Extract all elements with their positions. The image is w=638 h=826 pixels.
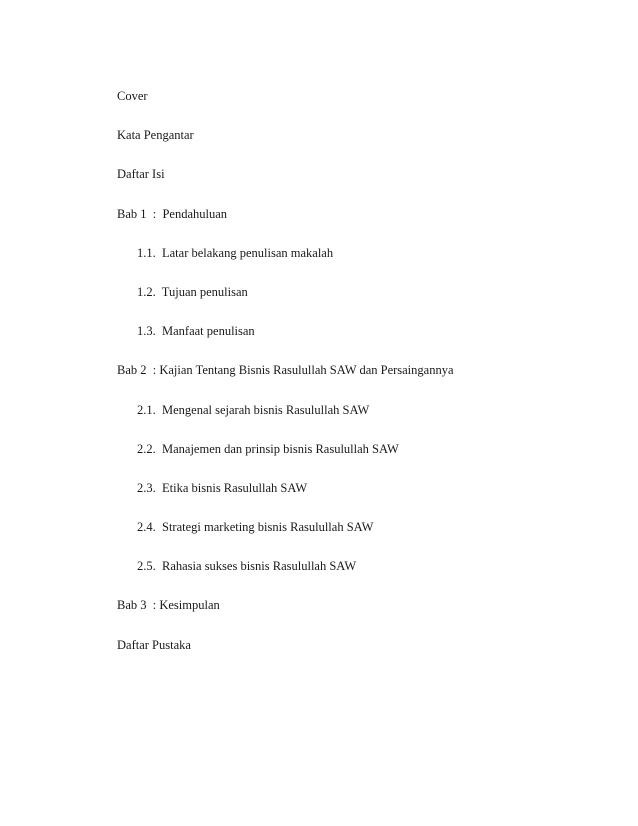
toc-entry-2-3: 2.3. Etika bisnis Rasulullah SAW: [137, 480, 308, 495]
toc-entry-daftar-isi: Daftar Isi: [117, 167, 165, 182]
toc-entry-2-4: 2.4. Strategi marketing bisnis Rasulullah SAW: [137, 520, 374, 535]
table-of-contents: [117, 86, 597, 674]
toc-entry-1-3: 1.3. Manfaat penulisan: [137, 324, 255, 339]
toc-entry-kata-pengantar: Kata Pengantar: [117, 128, 194, 143]
toc-entry-2-5: 2.5. Rahasia sukses bisnis Rasulullah SAW: [137, 559, 357, 574]
toc-entry-1-1: 1.1. Latar belakang penulisan makalah: [137, 245, 334, 260]
toc-entry-bab-1: Bab 1 : Pendahuluan: [117, 206, 228, 221]
toc-entry-cover: Cover: [117, 89, 148, 103]
toc-entry-2-2: 2.2. Manajemen dan prinsip bisnis Rasulullah SAW: [137, 441, 399, 456]
toc-entry-bab-2: Bab 2 : Kajian Tentang Bisnis Rasulullah SAW dan Persaingannya: [117, 363, 454, 378]
toc-entry-daftar-pustaka: Daftar Pustaka: [117, 637, 191, 652]
toc-entry-1-2: 1.2. Tujuan penulisan: [137, 284, 248, 299]
toc-entry-bab-3: Bab 3 : Kesimpulan: [117, 598, 220, 613]
toc-entry-2-1: 2.1. Mengenal sejarah bisnis Rasulullah SAW: [137, 402, 370, 417]
